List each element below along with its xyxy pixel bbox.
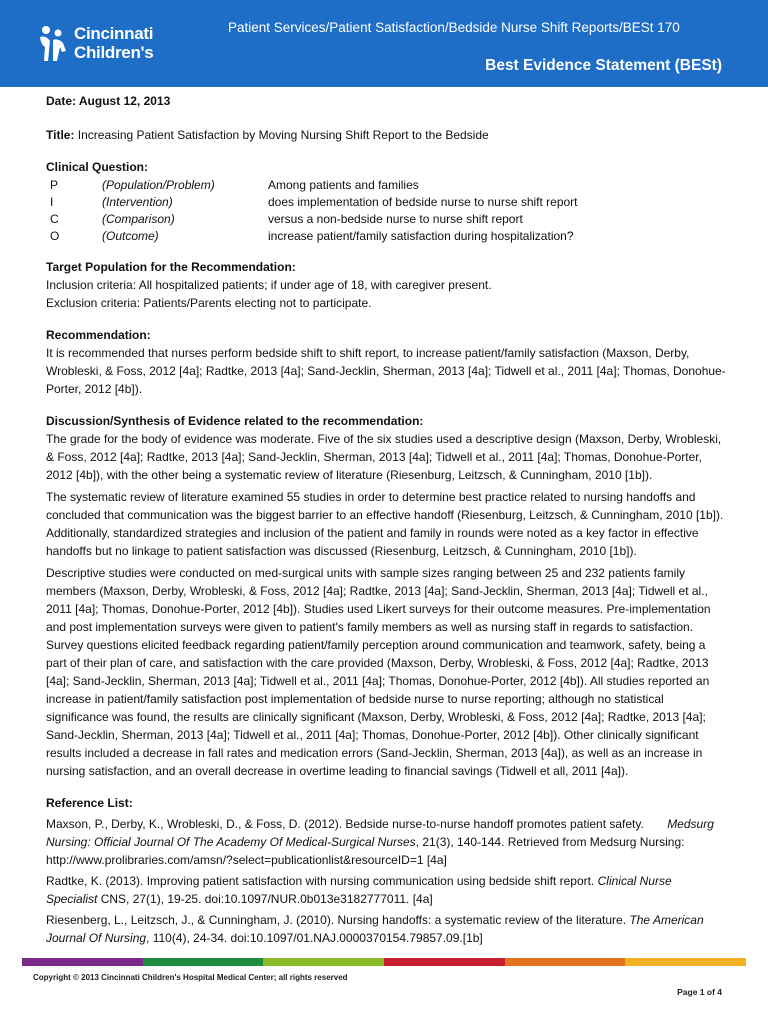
reference-1-main: Maxson, P., Derby, K., Wrobleski, D., & Foss, D. (2012). Bedside nurse-to-nurse handoff promotes patient safety. [46, 817, 644, 831]
discussion-paragraph-3: Descriptive studies were conducted on med-surgical units with sample sizes ranging between 25 and 232 patients family members (Maxson, Derby, Wrobleski, & Foss, 2012 [4a]; Radtke, 2013 [4a]; Sand-Jecklin, Sherman, 2013 [4a]; Tidwell et al., 2011 [4a]; Thomas, Donohue-Porter, 2012 [4b]). Studies used Likert surveys for their outcome measures. Pre-implementation and post implementation surveys were given to patient's family members as well as nursing staff in regards to satisfaction. Survey questions elicited feedback regarding patient/family perception around communication and teamwork, safety, being a part of their plan of care, and satisfaction with the care provided (Maxson, Derby, Wrobleski, & Foss, 2012 [4a]; Radtke, 2013 [4a]; Sand-Jecklin, Sherman, 2013 [4a]; Tidwell et al., 2011 [4a]; Thomas, Donohue-Porter, 2012 [4b]). All studies reported an increase in patient/family satisfaction post implementation of bedside nurse to nurse reporting; although no statistical significance was found, the results are clinically significant (Maxson, Derby, Wrobleski, & Foss, 2012 [4a]; Radtke, 2013 [4a]; Sand-Jecklin, Sherman, 2013 [4a]; Tidwell et al., 2011 [4a]; Thomas, Donohue-Porter, 2012 [4b]). Other clinically significant results included a decrease in fall rates and medication errors (Sand-Jecklin, Sherman, 2013 [4a]), as well as an increase in nursing satisfaction, and an overall decrease in overtime leading to financial savings (Tidwell et all, 2011 [4a]). [46, 566, 711, 778]
discussion-paragraph-2: The systematic review of literature examined 55 studies in order to determine best practice related to nursing handoffs and concluded that communication was the biggest barrier to an effective handoff (Riesenburg, Leitzsch, & Cunningham, 2010 [1b]). Additionally, standardized strategies and inclusion of the patient and family in rounds were noted as a key factor in effective handoffs but no linkage to patient satisfaction was discussed (Riesenburg, Leitzsch, & Cunningham, 2010 [1b]). [46, 490, 724, 558]
stripe-segment [625, 958, 746, 966]
reference-3-journal: The American Journal Of Nursing [46, 913, 704, 945]
reference-1-journal: Medsurg Nursing: Official Journal Of The Academy Of Medical-Surgical Nurses [46, 817, 714, 849]
reference-2-main: Radtke, K. (2013). Improving patient satisfaction with nursing communication using bedside shift report. [46, 874, 595, 888]
target-population-section [46, 258, 726, 312]
title-label: Title: [46, 128, 75, 142]
cincinnati-childrens-logo [36, 18, 196, 68]
inclusion-criteria: Inclusion criteria: All hospitalized patients; if under age of 18, with caregiver present. [46, 278, 492, 292]
pico-table [46, 176, 726, 244]
discussion-section [46, 412, 726, 780]
reference-heading: Reference List: [46, 796, 133, 810]
pico-row [46, 176, 726, 193]
page-number: Page 1 of 4 [677, 987, 722, 997]
pico-description: versus a non-bedside nurse to nurse shift report [268, 212, 523, 226]
footer-color-stripe [22, 958, 746, 966]
logo-text [74, 24, 153, 62]
logo-figures-icon [36, 21, 70, 65]
reference-item [46, 872, 726, 908]
pico-term: (Comparison) [102, 212, 175, 226]
reference-2-rest: CNS, 27(1), 19-25. doi:10.1097/NUR.0b013e3182777011. [4a] [97, 892, 433, 906]
pico-row [46, 227, 726, 244]
exclusion-criteria: Exclusion criteria: Patients/Parents electing not to participate. [46, 296, 372, 310]
stripe-segment [22, 958, 143, 966]
recommendation-text: It is recommended that nurses perform bedside shift to shift report, to increase patient/family satisfaction (Maxson, Derby, Wrobleski, & Foss, 2012 [4a]; Radtke, 2013 [4a]; Sand-Jecklin, Sherman, 2013 [4a]; Tidwell et al., 2011 [4a]; Thomas, Donohue-Porter, 2012 [4b]). [46, 346, 726, 396]
recommendation-heading: Recommendation: [46, 328, 151, 342]
pico-term: (Intervention) [102, 195, 173, 209]
target-population-heading: Target Population for the Recommendation: [46, 260, 296, 274]
pico-description: Among patients and families [268, 178, 419, 192]
document-title [46, 126, 726, 144]
recommendation-section [46, 326, 726, 398]
discussion-paragraph-1: The grade for the body of evidence was moderate. Five of the six studies used a descriptive design (Maxson, Derby, Wrobleski, & Foss, 2012 [4a]; Radtke, 2013 [4a]; Sand-Jecklin, Sherman, 2013 [4a]; Tidwell et al., 2011 [4a]; Thomas, Donohue-Porter, 2012 [4b]), with the other being a systematic review of literature (Riesenburg, Leitzsch, & Cunningham, 2010 [1b]). [46, 432, 722, 482]
reference-item [46, 911, 726, 947]
reference-1-rest: , 21(3), 140-144. Retrieved from Medsurg Nursing: http://www.prolibraries.com/amsn/?select=publicationlist&resourceID=1 [4a] [46, 835, 685, 867]
pico-row [46, 193, 726, 210]
pico-description: increase patient/family satisfaction during hospitalization? [268, 229, 574, 243]
pico-term: (Population/Problem) [102, 178, 215, 192]
document-type-title: Best Evidence Statement (BESt) [485, 57, 722, 74]
stripe-segment [263, 958, 384, 966]
stripe-segment [143, 958, 264, 966]
stripe-segment [384, 958, 505, 966]
reference-3-rest: , 110(4), 24-34. doi:10.1097/01.NAJ.0000370154.79857.09.[1b] [146, 931, 483, 945]
pico-term: (Outcome) [102, 229, 159, 243]
clinical-question-section [46, 158, 726, 244]
pico-letter: P [50, 178, 59, 192]
header-bar [0, 0, 768, 87]
title-text: Increasing Patient Satisfaction by Moving Nursing Shift Report to the Bedside [77, 128, 489, 142]
document-body [46, 90, 726, 947]
reference-3-main: Riesenberg, L., Leitzsch, J., & Cunningham, J. (2010). Nursing handoffs: a systematic review of the literature. [46, 913, 627, 927]
discussion-heading: Discussion/Synthesis of Evidence related to the recommendation: [46, 414, 424, 428]
pico-letter: O [50, 229, 60, 243]
pico-description: does implementation of bedside nurse to nurse shift report [268, 195, 578, 209]
document-date: Date: August 12, 2013 [46, 94, 171, 108]
stripe-segment [505, 958, 626, 966]
pico-row [46, 210, 726, 227]
logo-line-2: Children's [74, 43, 154, 62]
clinical-question-heading: Clinical Question: [46, 160, 149, 174]
reference-item [46, 815, 726, 869]
pico-letter: C [50, 212, 59, 226]
reference-2-journal: Clinical Nurse Specialist [46, 874, 672, 906]
pico-letter: I [50, 195, 54, 209]
reference-section [46, 794, 726, 947]
document-path: Patient Services/Patient Satisfaction/Bedside Nurse Shift Reports/BESt 170 [228, 20, 680, 35]
copyright-notice: Copyright © 2013 Cincinnati Children's Hospital Medical Center; all rights reserved [33, 973, 348, 982]
logo-line-1: Cincinnati [74, 24, 154, 43]
